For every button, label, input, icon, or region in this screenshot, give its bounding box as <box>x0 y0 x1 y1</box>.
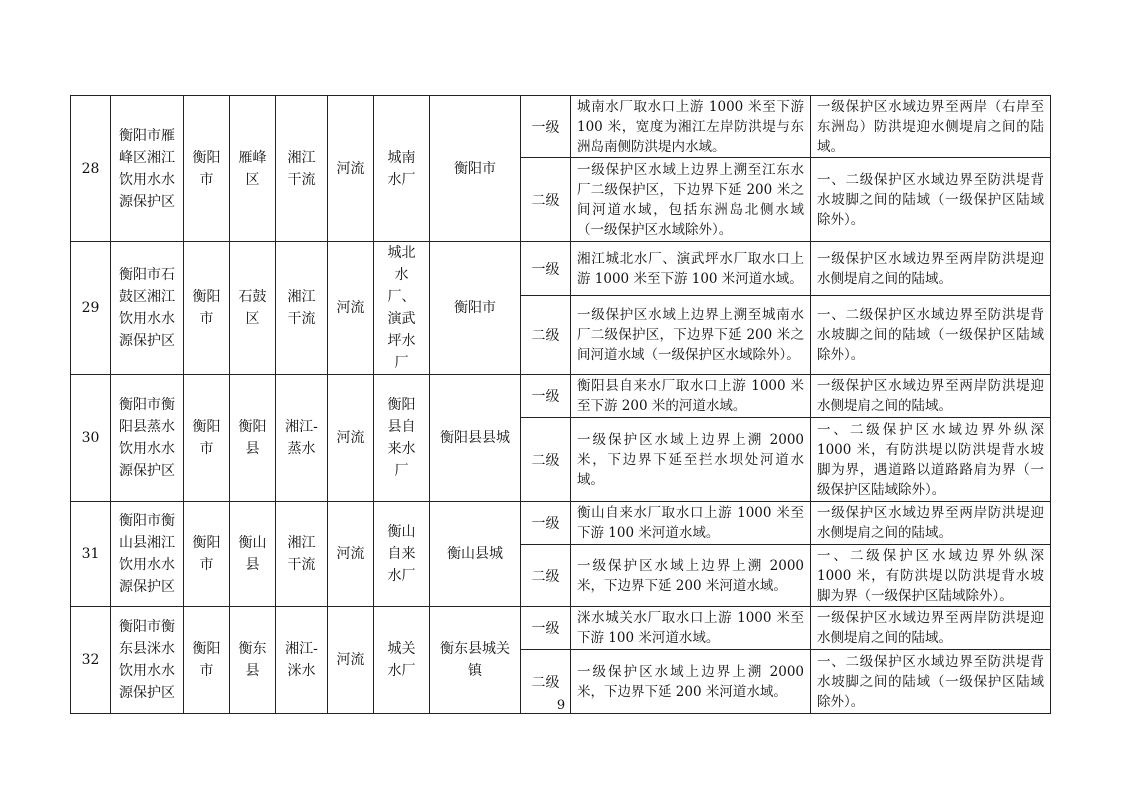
county-cell: 石鼓区 <box>230 242 276 375</box>
water-area-cell: 一级保护区水域上边界上溯 2000 米，下边界下延 200 米河道水域。 <box>571 650 811 714</box>
land-area-cell: 一级保护区水域边界至两岸（右岸至东洲岛）防洪堤迎水侧堤肩之间的陆域。 <box>811 96 1051 158</box>
table-row <box>71 607 1051 650</box>
source-name: 衡阳市衡东县洣水饮用水水源保护区 <box>111 607 184 714</box>
protection-zone-table <box>70 95 1051 714</box>
source-name: 衡阳市石鼓区湘江饮用水水源保护区 <box>111 242 184 375</box>
city-cell: 衡阳市 <box>184 607 230 714</box>
row-number: 28 <box>71 96 111 242</box>
water-body-cell: 湘江干流 <box>276 502 328 607</box>
water-area-cell: 湘江城北水厂、演武坪水厂取水口上游 1000 米至下游 100 米河道水域。 <box>571 242 811 296</box>
county-cell: 雁峰区 <box>230 96 276 242</box>
level-cell: 一级 <box>521 375 571 418</box>
service-area-cell: 衡东县城关镇 <box>430 607 521 714</box>
water-area-cell: 衡山自来水厂取水口上游 1000 米至下游 100 米河道水域。 <box>571 502 811 545</box>
row-number: 32 <box>71 607 111 714</box>
land-area-cell: 一、二级保护区水域边界至防洪堤背水坡脚之间的陆域（一级保护区陆域除外）。 <box>811 158 1051 242</box>
water-type-cell: 河流 <box>328 96 374 242</box>
land-area-cell: 一级保护区水域边界至两岸防洪堤迎水侧堤肩之间的陆域。 <box>811 607 1051 650</box>
water-area-cell: 一级保护区水域上边界上溯 2000 米，下边界下延至拦水坝处河道水域。 <box>571 418 811 502</box>
level-cell: 二级 <box>521 650 571 714</box>
land-area-cell: 一、二级保护区水域边界外纵深 1000 米，有防洪堤以防洪堤背水坡脚为界（一级保护区陆域除外）。 <box>811 545 1051 607</box>
row-number: 31 <box>71 502 111 607</box>
source-name: 衡阳市衡山县湘江饮用水水源保护区 <box>111 502 184 607</box>
level-cell: 二级 <box>521 545 571 607</box>
plant-cell: 城关水厂 <box>374 607 430 714</box>
level-cell: 二级 <box>521 418 571 502</box>
water-body-cell: 湘江-洣水 <box>276 607 328 714</box>
land-area-cell: 一级保护区水域边界至两岸防洪堤迎水侧堤肩之间的陆域。 <box>811 242 1051 296</box>
water-area-cell: 洣水城关水厂取水口上游 1000 米至下游 100 米河道水域。 <box>571 607 811 650</box>
water-area-cell: 衡阳县自来水厂取水口上游 1000 米至下游 200 米的河道水域。 <box>571 375 811 418</box>
land-area-cell: 一级保护区水域边界至两岸防洪堤迎水侧堤肩之间的陆域。 <box>811 375 1051 418</box>
service-area-cell: 衡阳市 <box>430 242 521 375</box>
water-area-cell: 城南水厂取水口上游 1000 米至下游 100 米，宽度为湘江左岸防洪堤与东洲岛南侧防洪堤内水域。 <box>571 96 811 158</box>
row-number: 29 <box>71 242 111 375</box>
city-cell: 衡阳市 <box>184 96 230 242</box>
water-area-cell: 一级保护区水域上边界上溯至江东水厂二级保护区，下边界下延 200 米之间河道水域，包括东洲岛北侧水域（一级保护区水域除外）。 <box>571 158 811 242</box>
city-cell: 衡阳市 <box>184 502 230 607</box>
water-area-cell: 一级保护区水域上边界上溯至城南水厂二级保护区，下边界下延 200 米之间河道水域（一级保护区水域除外）。 <box>571 296 811 375</box>
service-area-cell: 衡阳县县城 <box>430 375 521 502</box>
water-type-cell: 河流 <box>328 502 374 607</box>
water-type-cell: 河流 <box>328 607 374 714</box>
table-row <box>71 502 1051 545</box>
land-area-cell: 一级保护区水域边界至两岸防洪堤迎水侧堤肩之间的陆域。 <box>811 502 1051 545</box>
water-area-cell: 一级保护区水域上边界上溯 2000 米，下边界下延 200 米河道水域。 <box>571 545 811 607</box>
table-row <box>71 375 1051 418</box>
county-cell: 衡东县 <box>230 607 276 714</box>
level-cell: 二级 <box>521 158 571 242</box>
plant-cell: 衡山自来水厂 <box>374 502 430 607</box>
water-body-cell: 湘江-蒸水 <box>276 375 328 502</box>
county-cell: 衡阳县 <box>230 375 276 502</box>
city-cell: 衡阳市 <box>184 242 230 375</box>
level-cell: 一级 <box>521 242 571 296</box>
service-area-cell: 衡阳市 <box>430 96 521 242</box>
plant-cell: 衡阳县自来水厂 <box>374 375 430 502</box>
water-body-cell: 湘江干流 <box>276 96 328 242</box>
table-row <box>71 96 1051 158</box>
water-body-cell: 湘江干流 <box>276 242 328 375</box>
plant-cell: 城北水厂、演武坪水厂 <box>374 242 430 375</box>
source-name: 衡阳市衡阳县蒸水饮用水水源保护区 <box>111 375 184 502</box>
table-row <box>71 242 1051 296</box>
water-type-cell: 河流 <box>328 242 374 375</box>
level-cell: 一级 <box>521 607 571 650</box>
city-cell: 衡阳市 <box>184 375 230 502</box>
land-area-cell: 一、二级保护区水域边界外纵深 1000 米，有防洪堤以防洪堤背水坡脚为界，遇道路以道路路肩为界（一级保护区陆域除外）。 <box>811 418 1051 502</box>
row-number: 30 <box>71 375 111 502</box>
land-area-cell: 一、二级保护区水域边界至防洪堤背水坡脚之间的陆域（一级保护区陆域除外）。 <box>811 296 1051 375</box>
service-area-cell: 衡山县城 <box>430 502 521 607</box>
level-cell: 一级 <box>521 502 571 545</box>
plant-cell: 城南水厂 <box>374 96 430 242</box>
county-cell: 衡山县 <box>230 502 276 607</box>
source-name: 衡阳市雁峰区湘江饮用水水源保护区 <box>111 96 184 242</box>
land-area-cell: 一、二级保护区水域边界至防洪堤背水坡脚之间的陆域（一级保护区陆域除外）。 <box>811 650 1051 714</box>
level-cell: 一级 <box>521 96 571 158</box>
water-type-cell: 河流 <box>328 375 374 502</box>
level-cell: 二级 <box>521 296 571 375</box>
page-number: 9 <box>556 698 566 713</box>
